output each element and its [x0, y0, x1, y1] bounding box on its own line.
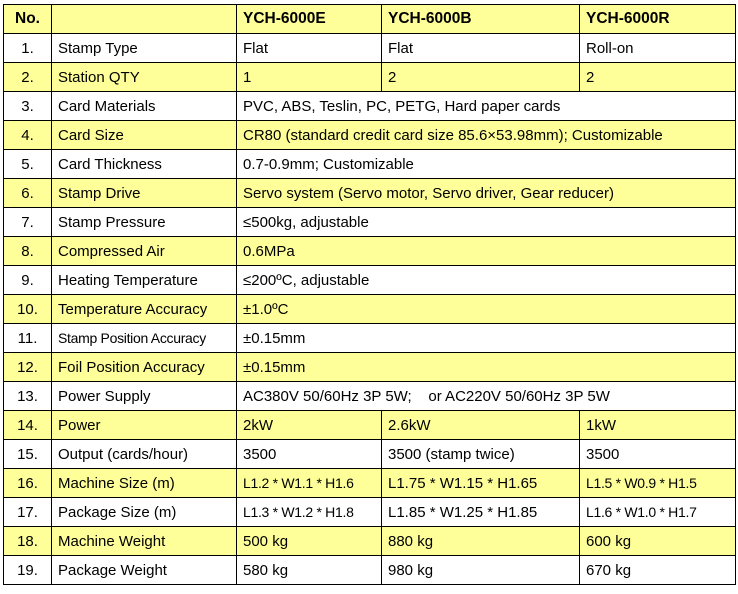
value-r: Roll-on — [580, 34, 736, 63]
value-e: 3500 — [237, 440, 382, 469]
row-label: Power — [52, 411, 237, 440]
value-b: L1.75 * W1.15 * H1.65 — [382, 469, 580, 498]
row-number: 6. — [4, 179, 52, 208]
row-label: Heating Temperature — [52, 266, 237, 295]
row-label: Card Materials — [52, 92, 237, 121]
row-label: Card Size — [52, 121, 237, 150]
value-r: 1kW — [580, 411, 736, 440]
table-row — [4, 266, 736, 295]
spec-table — [3, 4, 736, 585]
table-row — [4, 295, 736, 324]
row-label: Output (cards/hour) — [52, 440, 237, 469]
value-all: PVC, ABS, Teslin, PC, PETG, Hard paper cards — [237, 92, 736, 121]
table-row — [4, 498, 736, 527]
header-ych-6000r: YCH-6000R — [580, 5, 736, 34]
row-label: Package Size (m) — [52, 498, 237, 527]
value-all: ±0.15mm — [237, 353, 736, 382]
value-b: Flat — [382, 34, 580, 63]
value-e: L1.3 * W1.2 * H1.8 — [237, 498, 382, 527]
value-all: AC380V 50/60Hz 3P 5W; or AC220V 50/60Hz 3P 5W — [237, 382, 736, 411]
value-r: 600 kg — [580, 527, 736, 556]
value-r: L1.6 * W1.0 * H1.7 — [580, 498, 736, 527]
value-all: Servo system (Servo motor, Servo driver, Gear reducer) — [237, 179, 736, 208]
value-e: 2kW — [237, 411, 382, 440]
row-label: Temperature Accuracy — [52, 295, 237, 324]
row-number: 16. — [4, 469, 52, 498]
row-number: 15. — [4, 440, 52, 469]
row-label: Power Supply — [52, 382, 237, 411]
value-b: 2.6kW — [382, 411, 580, 440]
row-label: Station QTY — [52, 63, 237, 92]
table-row — [4, 556, 736, 585]
value-all: ±1.0ºC — [237, 295, 736, 324]
row-label: Stamp Position Accuracy — [52, 324, 237, 353]
row-number: 18. — [4, 527, 52, 556]
value-e: 580 kg — [237, 556, 382, 585]
value-e: 1 — [237, 63, 382, 92]
row-label: Machine Weight — [52, 527, 237, 556]
value-b: 2 — [382, 63, 580, 92]
table-row — [4, 208, 736, 237]
value-all: 0.7-0.9mm; Customizable — [237, 150, 736, 179]
header-ych-6000b: YCH-6000B — [382, 5, 580, 34]
table-row — [4, 34, 736, 63]
row-number: 5. — [4, 150, 52, 179]
value-e: 500 kg — [237, 527, 382, 556]
value-all: 0.6MPa — [237, 237, 736, 266]
row-number: 13. — [4, 382, 52, 411]
row-number: 14. — [4, 411, 52, 440]
table-row — [4, 527, 736, 556]
table-row — [4, 63, 736, 92]
value-all: ≤200ºC, adjustable — [237, 266, 736, 295]
row-number: 1. — [4, 34, 52, 63]
value-all: CR80 (standard credit card size 85.6×53.98mm); Customizable — [237, 121, 736, 150]
table-row — [4, 382, 736, 411]
value-r: L1.5 * W0.9 * H1.5 — [580, 469, 736, 498]
row-number: 12. — [4, 353, 52, 382]
table-row — [4, 440, 736, 469]
value-r: 670 kg — [580, 556, 736, 585]
value-e: L1.2 * W1.1 * H1.6 — [237, 469, 382, 498]
row-number: 7. — [4, 208, 52, 237]
value-r: 3500 — [580, 440, 736, 469]
row-label: Compressed Air — [52, 237, 237, 266]
row-number: 9. — [4, 266, 52, 295]
row-number: 3. — [4, 92, 52, 121]
header-ych-6000e: YCH-6000E — [237, 5, 382, 34]
table-row — [4, 237, 736, 266]
row-label: Stamp Drive — [52, 179, 237, 208]
value-e: Flat — [237, 34, 382, 63]
row-number: 11. — [4, 324, 52, 353]
row-label: Machine Size (m) — [52, 469, 237, 498]
row-number: 17. — [4, 498, 52, 527]
value-b: 980 kg — [382, 556, 580, 585]
row-label: Card Thickness — [52, 150, 237, 179]
row-label: Foil Position Accuracy — [52, 353, 237, 382]
row-label: Stamp Type — [52, 34, 237, 63]
row-number: 8. — [4, 237, 52, 266]
table-row — [4, 121, 736, 150]
table-row — [4, 469, 736, 498]
value-r: 2 — [580, 63, 736, 92]
row-number: 2. — [4, 63, 52, 92]
table-row — [4, 324, 736, 353]
row-label: Stamp Pressure — [52, 208, 237, 237]
row-number: 19. — [4, 556, 52, 585]
value-b: 880 kg — [382, 527, 580, 556]
table-row — [4, 179, 736, 208]
header-no: No. — [4, 5, 52, 34]
table-row — [4, 92, 736, 121]
value-b: L1.85 * W1.25 * H1.85 — [382, 498, 580, 527]
header-row — [4, 5, 736, 34]
table-row — [4, 150, 736, 179]
row-number: 4. — [4, 121, 52, 150]
table-row — [4, 353, 736, 382]
row-label: Package Weight — [52, 556, 237, 585]
row-number: 10. — [4, 295, 52, 324]
value-all: ±0.15mm — [237, 324, 736, 353]
value-all: ≤500kg, adjustable — [237, 208, 736, 237]
value-b: 3500 (stamp twice) — [382, 440, 580, 469]
table-row — [4, 411, 736, 440]
header-blank — [52, 5, 237, 34]
